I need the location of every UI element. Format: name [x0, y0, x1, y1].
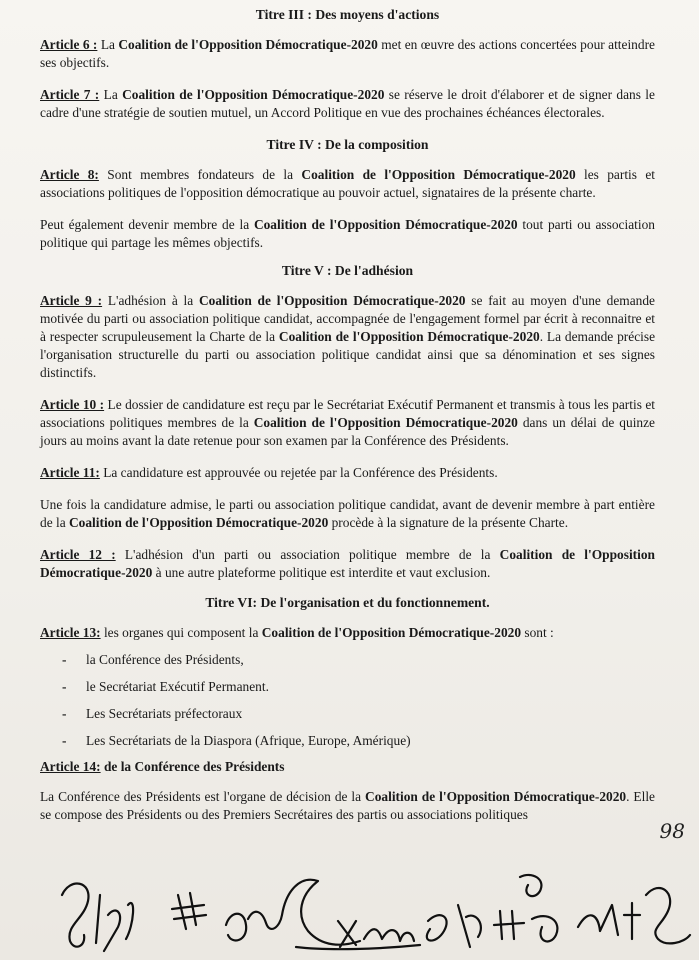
article-11b-text-b: procède à la signature de la présente Charte. [328, 515, 569, 530]
article-9-text-b: se fait au moyen d'une demande motivée du parti ou association politique candidat, accompagnée de l'engagement formel par écrit à reconnaitre et à respecter scrupuleusement la Charte de la [40, 293, 655, 344]
signature-2 [172, 893, 206, 929]
article-9-bold-2: Coalition de l'Opposition Démocratique-2020 [278, 329, 540, 344]
article-6-text-b: met en œuvre des actions concertées pour atteindre ses objectifs. [40, 37, 655, 70]
article-7-label: Article 7 : [40, 87, 100, 102]
article-14b-text-b: . Elle se compose des Présidents ou des Premiers Secrétaires des partis ou associations politiques [40, 789, 655, 822]
article-13-text-a: les organes qui composent la [100, 625, 262, 640]
organs-list [40, 646, 655, 754]
article-13-label: Article 13: [40, 625, 101, 640]
article-9-bold: Coalition de l'Opposition Démocratique-2020 [198, 293, 466, 308]
signature-4 [296, 945, 420, 949]
article-14b-text-a: La Conférence des Présidents est l'organe de décision de la [40, 789, 366, 804]
article-12-bold: Coalition de l'Opposition Démocratique-2020 [40, 547, 655, 580]
article-8-paragraph-2 [40, 216, 655, 252]
article-8-text-a: Sont membres fondateurs de la [98, 167, 302, 182]
article-10-text-a: Le dossier de candidature est reçu par le Secrétariat Exécutif Permanent et transmis à tous les partis et associations politiques membres de la [40, 397, 656, 430]
signature-1 [62, 884, 133, 951]
article-8-text-b: les partis et associations politiques de l'opposition démocratique au pouvoir actuel, signataires de la présente charte. [40, 167, 655, 200]
article-12-text-a: L'adhésion d'un parti ou association politique membre de la [115, 547, 500, 562]
article-10-bold: Coalition de l'Opposition Démocratique-2020 [253, 415, 518, 430]
article-6-label: Article 6 : [40, 37, 98, 52]
titre-4-heading: Titre IV : De la composition [266, 137, 429, 152]
article-12 [40, 546, 655, 582]
article-14-paragraph-2 [40, 788, 655, 824]
article-11-paragraph-2 [40, 496, 655, 532]
article-10 [40, 396, 655, 450]
signature-7 [494, 875, 557, 941]
article-11b-text-a: Une fois la candidature admise, le parti ou association politique candidat, avant de devenir membre à part entière de la [40, 497, 655, 530]
organ-item: - Les Secrétariats préfectoraux [62, 700, 655, 727]
titre-5-heading: Titre V : De l'adhésion [281, 263, 414, 278]
signature-8 [578, 888, 690, 943]
article-12-text-b: à une autre plateforme politique est interdite et vaut exclusion. [152, 565, 491, 580]
article-7-text-a: La [103, 87, 123, 102]
article-11-text: La candidature est approuvée ou rejetée par la Conférence des Présidents. [99, 465, 498, 480]
article-8b-bold: Coalition de l'Opposition Démocratique-2020 [253, 217, 518, 232]
article-14b-bold: Coalition de l'Opposition Démocratique-2020 [365, 789, 627, 804]
article-13-bold: Coalition de l'Opposition Démocratique-2020 [261, 625, 522, 640]
article-8-bold: Coalition de l'Opposition Démocratique-2020 [301, 167, 576, 182]
handwritten-page-number: 98 [659, 819, 685, 843]
organ-item: - le Secrétariat Exécutif Permanent. [62, 673, 655, 700]
article-12-label: Article 12 : [40, 547, 116, 562]
article-8b-text-b: tout parti ou association politique qui partage les mêmes objectifs. [40, 217, 655, 250]
article-14 [40, 758, 655, 776]
article-9-label: Article 9 : [40, 293, 103, 308]
article-7-bold: Coalition de l'Opposition Démocratique-2020 [122, 87, 385, 102]
signatures-row [0, 855, 699, 960]
article-8b-text-a: Peut également devenir membre de la [40, 217, 254, 232]
article-14-label: Article 14: [40, 759, 101, 774]
article-14-heading-text: de la Conférence des Présidents [100, 759, 285, 774]
article-6-bold: Coalition de l'Opposition Démocratique-2020 [118, 37, 378, 52]
article-10-label: Article 10 : [40, 397, 105, 412]
article-13 [40, 624, 655, 642]
article-9-text-c: . La demande précise l'organisation structurelle du parti ou association politique candidat ainsi que sa dénomination et ses signes distinctifs. [40, 329, 656, 380]
organ-item: - la Conférence des Présidents, [62, 646, 655, 673]
article-8-label: Article 8: [40, 167, 99, 182]
organ-item: - Les Secrétariats de la Diaspora (Afrique, Europe, Amérique) [62, 727, 655, 754]
titre-6-heading: Titre VI: De l'organisation et du fonctionnement. [205, 595, 490, 610]
article-7-text-b: se réserve le droit d'élaborer et de signer dans le cadre d'une stratégie de soutien mutuel, un Accord Politique en vue des prochaines échéances électorales. [40, 87, 655, 120]
signature-6 [427, 905, 481, 947]
article-6 [40, 36, 655, 72]
titre-3-heading: Titre III : Des moyens d'actions [255, 7, 440, 22]
article-11b-bold: Coalition de l'Opposition Démocratique-2020 [69, 515, 329, 530]
article-6-text-a: La [100, 37, 119, 52]
article-9 [40, 292, 655, 382]
article-7 [40, 86, 655, 122]
article-13-text-b: sont : [521, 625, 554, 640]
article-11 [40, 464, 655, 482]
article-11-label: Article 11: [40, 465, 100, 480]
article-8 [40, 166, 655, 202]
signature-3 [226, 880, 360, 945]
article-9-text-a: L'adhésion à la [102, 293, 199, 308]
article-10-text-b: dans un délai de quinze jours au moins avant la date retenue pour son examen par la Conférence des Présidents. [40, 415, 655, 448]
